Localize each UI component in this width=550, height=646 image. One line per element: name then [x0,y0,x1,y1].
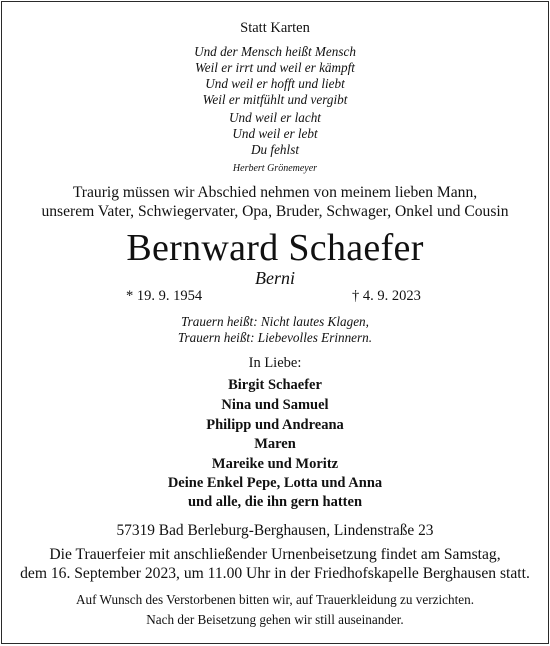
mourner-name: Mareike und Moritz [211,456,339,472]
quote-line: Trauern heißt: Liebevolles Erinnern. [177,330,373,345]
mourner-name: Deine Enkel Pepe, Lotta und Anna [167,475,383,491]
intro-line: unserem Vater, Schwiegervater, Opa, Bruder, Schwager, Onkel und Cousin [41,203,509,220]
life-dates [2,288,548,306]
in-love-label: In Liebe: [248,355,302,371]
funeral-line: dem 16. September 2023, um 11.00 Uhr in der Friedhofskapelle Berghausen statt. [20,565,530,582]
note-line: Auf Wunsch des Verstorbenen bitten wir, auf Trauerkleidung zu verzichten. [75,592,474,607]
header-statt-karten: Statt Karten [240,20,310,36]
obituary-notice [1,1,549,644]
poem-line: Und der Mensch heißt Mensch [194,44,356,59]
poem-line: Du fehlst [251,142,299,157]
intro-line: Traurig müssen wir Abschied nehmen von meinem lieben Mann, [72,184,478,201]
poem-line: Weil er mitfühlt und vergibt [202,92,348,107]
note-line: Nach der Beisetzung gehen wir still auseinander. [146,612,404,627]
mourner-name: Nina und Samuel [221,397,329,413]
mourner-name: und alle, die ihn gern hatten [187,494,363,510]
death-date: † 4. 9. 2023 [352,288,421,304]
poem-line: Und weil er lacht [229,110,321,125]
deceased-nickname: Berni [255,268,295,288]
quote-line: Trauern heißt: Nicht lautes Klagen, [181,314,369,329]
poem-line: Und weil er hofft und liebt [205,76,345,91]
deceased-name: Bernward Schaefer [126,227,424,269]
funeral-line: Die Trauerfeier mit anschließender Urnenbeisetzung findet am Samstag, [49,546,501,563]
birth-date: * 19. 9. 1954 [126,288,203,304]
poem-author: Herbert Grönemeyer [232,163,318,174]
poem-line: Und weil er lebt [232,126,318,141]
mourner-name: Maren [254,436,296,452]
family-address: 57319 Bad Berleburg-Berghausen, Lindenstraße 23 [116,522,434,539]
mourner-name: Philipp und Andreana [206,417,344,433]
poem-line: Weil er irrt und weil er kämpft [195,60,355,75]
mourner-name: Birgit Schaefer [228,377,322,393]
